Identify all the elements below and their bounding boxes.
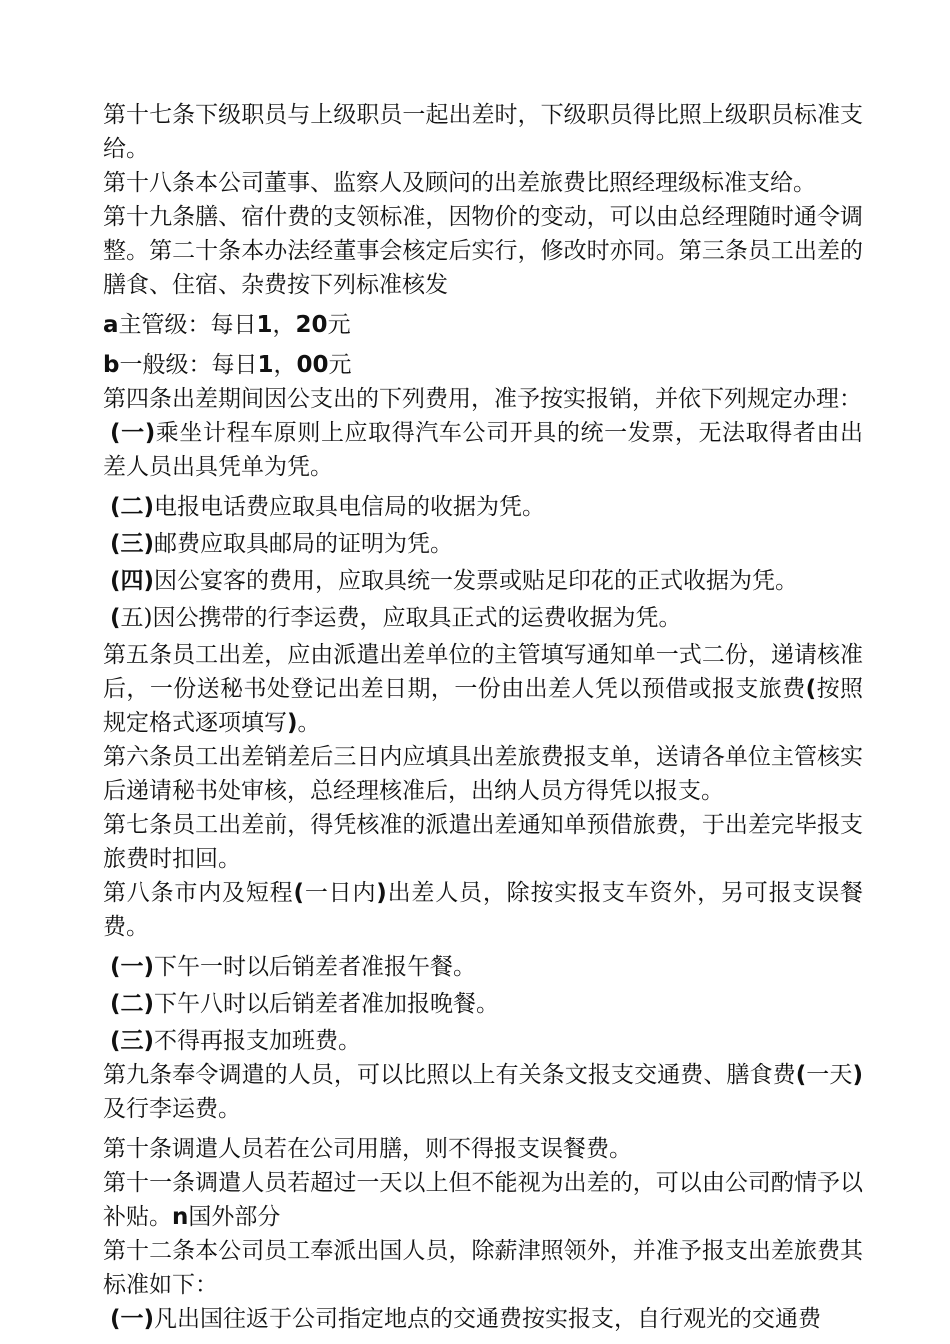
article-4-item-5 [103, 601, 863, 635]
art8-item-3-marker: (三) [110, 1028, 155, 1054]
article-6: 第六条员工出差销差后三日内应填具出差旅费报支单，送请各单位主管核实后递请秘书处审核，总经理核准后，出纳人员方得凭以报支。 [103, 744, 863, 804]
article-8-item-1 [103, 950, 863, 984]
standard-a-label: 主管级：每日 [118, 312, 257, 338]
item-3-marker: (三) [110, 531, 155, 557]
article-5-end: 。 [297, 710, 321, 736]
standard-b-amount-1: 1 [257, 352, 274, 378]
item-2-marker: (二) [110, 494, 155, 520]
standard-a-marker: a [103, 312, 119, 338]
standard-b-separator: ， [273, 352, 297, 378]
article-9-paren-open: ( [795, 1062, 807, 1088]
document-body [103, 98, 863, 1336]
article-8 [103, 876, 863, 944]
standard-b [103, 348, 863, 382]
article-9-post: 及行李运费。 [103, 1096, 241, 1122]
article-8-paren-close: ) [376, 880, 387, 906]
article-4-item-4 [103, 564, 863, 598]
art8-item-2-text: 下午八时以后销差者准加报晚餐。 [154, 991, 500, 1017]
article-17: 第十七条下级职员与上级职员一起出差时，下级职员得比照上级职员标准支给。 [103, 102, 863, 162]
article-11-text: 第十一条调遣人员若超过一天以上但不能视为出差的，可以由公司酌情予以补贴。 [103, 1170, 863, 1230]
art12-item-1-text: 凡出国往返于公司指定地点的交通费按实报支，自行观光的交通费 [154, 1306, 822, 1332]
article-19: 第十九条膳、宿什费的支领标准，因物价的变动，可以由总经理随时通令调整。第二十条本办法经董事会核定后实行，修改时亦同。第三条员工出差的膳食、住宿、杂费按下列标准核发 [103, 204, 863, 298]
standard-b-label: 一般级：每日 [119, 352, 258, 378]
art8-item-1-text: 下午一时以后销差者准报午餐。 [154, 954, 477, 980]
article-11 [103, 1166, 863, 1234]
standard-b-marker: b [103, 352, 120, 378]
standard-b-amount-2: 00 [296, 352, 329, 378]
item-2-text: 电报电话费应取具电信局的收据为凭。 [154, 494, 546, 520]
standard-a-separator: ， [272, 312, 296, 338]
standard-a-amount-2: 20 [295, 312, 328, 338]
item-1-marker: (一) [110, 420, 156, 446]
article-8-post: 出差人员，除按实报支车资外，另可报支误餐费。 [103, 880, 864, 940]
article-8-paren-text: 一日内 [304, 880, 377, 906]
item-5-marker-text: 五) [120, 605, 153, 631]
article-12-item-1 [103, 1302, 863, 1336]
article-9-paren-text: 一天 [806, 1062, 853, 1088]
article-8-pre: 第八条市内及短程 [103, 880, 294, 906]
article-10: 第十条调遣人员若在公司用膳，则不得报支误餐费。 [103, 1136, 632, 1162]
standard-a-unit: 元 [327, 312, 351, 338]
article-9-pre: 第九条奉令调遣的人员，可以比照以上有关条文报支交通费、膳食费 [103, 1062, 796, 1088]
article-11-tail: 国外部分 [188, 1204, 281, 1230]
article-5-paren-text: 按照规定格式逐项填写 [103, 676, 864, 736]
standard-a-amount-1: 1 [256, 312, 273, 338]
article-5-paren-close: ) [287, 710, 298, 736]
article-7: 第七条员工出差前，得凭核准的派遣出差通知单预借旅费，于出差完毕报支旅费时扣回。 [103, 812, 863, 872]
article-5-text: 第五条员工出差，应由派遣出差单位的主管填写通知单一式二份，递请核准后，一份送秘书处登记出差日期，一份由出差人凭以预借或报支旅费 [103, 642, 863, 702]
art8-item-3-text: 不得再报支加班费。 [154, 1028, 362, 1054]
article-4-item-1 [103, 416, 863, 484]
art8-item-2-marker: (二) [110, 991, 155, 1017]
standard-b-unit: 元 [328, 352, 352, 378]
article-9-paren-close: ) [852, 1062, 864, 1088]
article-4-item-2 [103, 490, 863, 524]
item-5-text: 因公携带的行李运费，应取具正式的运费收据为凭。 [152, 605, 682, 631]
article-8-item-3 [103, 1024, 863, 1058]
item-1-text: 乘坐计程车原则上应取得汽车公司开具的统一发票，无法取得者由出差人员出具凭单为凭。 [103, 420, 864, 480]
item-5-marker-open: ( [110, 605, 121, 631]
item-3-text: 邮费应取具邮局的证明为凭。 [154, 531, 454, 557]
article-8-paren-open: ( [293, 880, 305, 906]
item-4-text: 因公宴客的费用，应取具统一发票或贴足印花的正式收据为凭。 [154, 568, 799, 594]
art8-item-1-marker: (一) [110, 954, 155, 980]
article-5 [103, 638, 863, 740]
article-11-marker: n [172, 1204, 189, 1230]
article-4-item-3 [103, 527, 863, 561]
art12-item-1-marker: (一) [110, 1306, 155, 1332]
article-8-item-2 [103, 987, 863, 1021]
article-4: 第四条出差期间因公支出的下列费用，准予按实报销，并依下列规定办理： [103, 386, 862, 412]
item-4-marker: (四) [110, 568, 155, 594]
standard-a [103, 308, 863, 342]
article-9 [103, 1058, 863, 1126]
article-18: 第十八条本公司董事、监察人及顾问的出差旅费比照经理级标准支给。 [103, 170, 816, 196]
article-5-paren-open: ( [805, 676, 817, 702]
article-12: 第十二条本公司员工奉派出国人员，除薪津照领外，并准予报支出差旅费其标准如下： [103, 1238, 863, 1298]
